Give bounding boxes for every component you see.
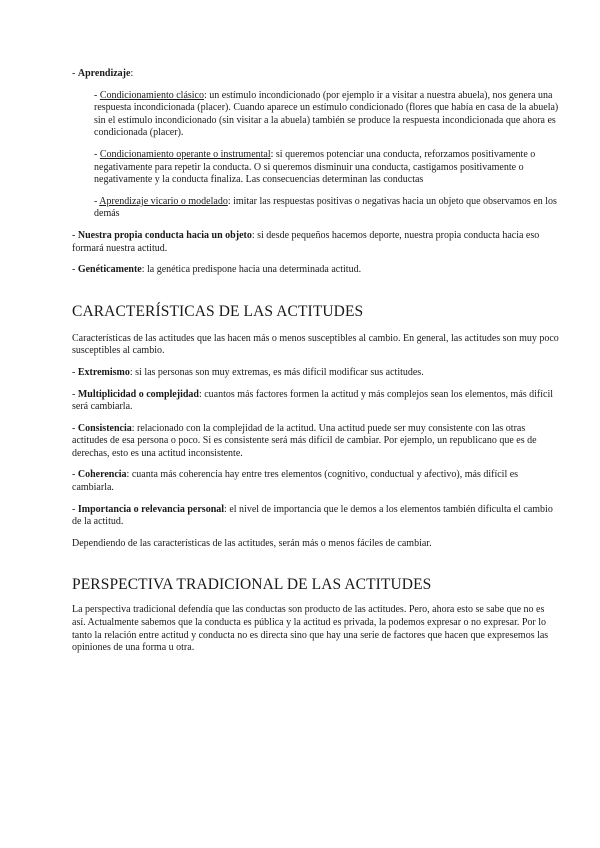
caracteristica-text: : cuanta más coherencia hay entre tres elementos (cognitivo, conductual y afectivo), más difícil es cambiarla. (72, 469, 519, 494)
caracteristica-label: Coherencia (77, 469, 127, 481)
caracteristicas-intro: Características de las actitudes que las hacen más o menos susceptibles al cambio. En general, las actitudes son muy poco susceptibles al cambio. (72, 332, 559, 357)
caracteristica-item: - Consistencia: relacionado con la complejidad de la actitud. Una actitud puede ser muy consistente con las otras actitudes de esa persona o poco. Si es consistente será más difícil de cambiar. Por ejemplo, un republicano que es de derechas, esto es una actitud inconsistente. (72, 422, 537, 459)
caracteristica-text: : cuantos más factores formen la actitud y más complejos sean los elementos, más difícil será cambiarla. (72, 388, 554, 413)
caracteristica-label: Consistencia (77, 422, 132, 434)
aprendizaje-heading: - Aprendizaje: (72, 68, 134, 79)
definition-text: : imitar las respuestas positivas o negativas hacia un objeto que observamos en los demás (94, 195, 557, 220)
caracteristica-item: - Extremismo: si las personas son muy extremas, es más difícil modificar sus actitudes. (72, 366, 424, 378)
propia-conducta-text: : si desde pequeños hacemos deporte, nuestra propia conducta hacia eso formará nuestra actitud. (72, 229, 540, 254)
caracteristica-item: - Multiplicidad o complejidad: cuantos más factores formen la actitud y más complejos sean los elementos, más difícil será cambiarla. (72, 388, 554, 413)
list-item-aprendizaje-vicario: - Aprendizaje vicario o modelado: imitar las respuestas positivas o negativas hacia un objeto que observamos en los demás (94, 195, 557, 220)
section-title-perspectiva: PERSPECTIVA TRADICIONAL DE LAS ACTITUDES (72, 576, 432, 594)
caracteristica-text: : el nivel de importancia que le demos a los elementos también dificulta el cambio de la actitud. (72, 503, 553, 528)
geneticamente-label: Genéticamente (77, 264, 142, 276)
document-page (72, 68, 560, 664)
section-title-caracteristicas: CARACTERÍSTICAS DE LAS ACTITUDES (72, 302, 364, 320)
caracteristicas-closing: Dependiendo de las características de las actitudes, serán más o menos fáciles de cambiar. (72, 537, 432, 549)
caracteristica-label: Multiplicidad o complejidad (77, 388, 199, 400)
geneticamente-item: - Genéticamente: la genética predispone hacia una determinada actitud. (72, 264, 362, 276)
propia-conducta-item: - Nuestra propia conducta hacia un objeto: si desde pequeños hacemos deporte, nuestra propia conducta hacia eso formará nuestra actitud. (72, 229, 540, 254)
caracteristica-label: Extremismo (77, 366, 130, 378)
term-condicionamiento-clasico: Condicionamiento clásico (99, 89, 204, 101)
list-item-condicionamiento-clasico: - Condicionamiento clásico: un estímulo incondicionado (por ejemplo ir a visitar a nuestra abuela), nos genera una respuesta incondicionada (placer). Cuando aparece un estímulo condicionado (flores que había en casa de la abuela) sin el estímulo incondicionado (sin visitar a la abuela) también se produce la respuesta incondicionada que ahora es condicionada (placer). (94, 89, 559, 139)
aprendizaje-label: Aprendizaje (77, 68, 131, 79)
perspectiva-body: La perspectiva tradicional defendía que las conductas son producto de las actitudes. Pero, ahora esto se sabe que no es así. Actualmente sabemos que la conducta es pública y la actitud es privada, la podemos expresar o no expresar. Por lo tanto la relación entre actitud y conducta no es directa sino que hay una serie de factores que hacen que expresemos las opiniones de una forma u otra. (72, 604, 549, 654)
caracteristica-item: - Importancia o relevancia personal: el nivel de importancia que le demos a los elementos también dificulta el cambio de la actitud. (72, 503, 553, 528)
propia-conducta-label: Nuestra propia conducta hacia un objeto (77, 229, 252, 241)
definition-text: : si queremos potenciar una conducta, reforzamos positivamente o negativamente para repetir la conducta. O si queremos disminuir una conducta, castigamos positivamente o negativamente y la conducta finaliza. Las consecuencias determinan las conductas (94, 148, 536, 186)
geneticamente-text: : la genética predispone hacia una determinada actitud. (141, 264, 362, 276)
term-aprendizaje-vicario: Aprendizaje vicario o modelado (99, 195, 228, 207)
caracteristica-text: : relacionado con la complejidad de la actitud. Una actitud puede ser muy consistente con las otras actitudes de esa persona o poco. Si es consistente será más difícil de cambiar. Por ejemplo, un republicano que es de derechas, esto es una actitud inconsistente. (72, 422, 537, 459)
caracteristica-item: - Coherencia: cuanta más coherencia hay entre tres elementos (cognitivo, conductual y afectivo), más difícil es cambiarla. (72, 469, 519, 494)
caracteristica-label: Importancia o relevancia personal (77, 503, 225, 515)
term-condicionamiento-operante: Condicionamiento operante o instrumental (99, 148, 271, 160)
list-item-condicionamiento-operante: - Condicionamiento operante o instrumental: si queremos potenciar una conducta, reforzamos positivamente o negativamente para repetir la conducta. O si queremos disminuir una conducta, castigamos positivamente o negativamente y la conducta finaliza. Las consecuencias determinan las conductas (94, 148, 536, 186)
caracteristica-text: : si las personas son muy extremas, es más difícil modificar sus actitudes. (129, 366, 424, 378)
definition-text: : un estímulo incondicionado (por ejemplo ir a visitar a nuestra abuela), nos genera una respuesta incondicionada (placer). Cuando aparece un estímulo condicionado (flores que había en casa de la abuela) sin el estímulo incondicionado (sin visitar a la abuela) también se produce la respuesta incondicionada que ahora es condicionada (placer). (94, 89, 559, 139)
